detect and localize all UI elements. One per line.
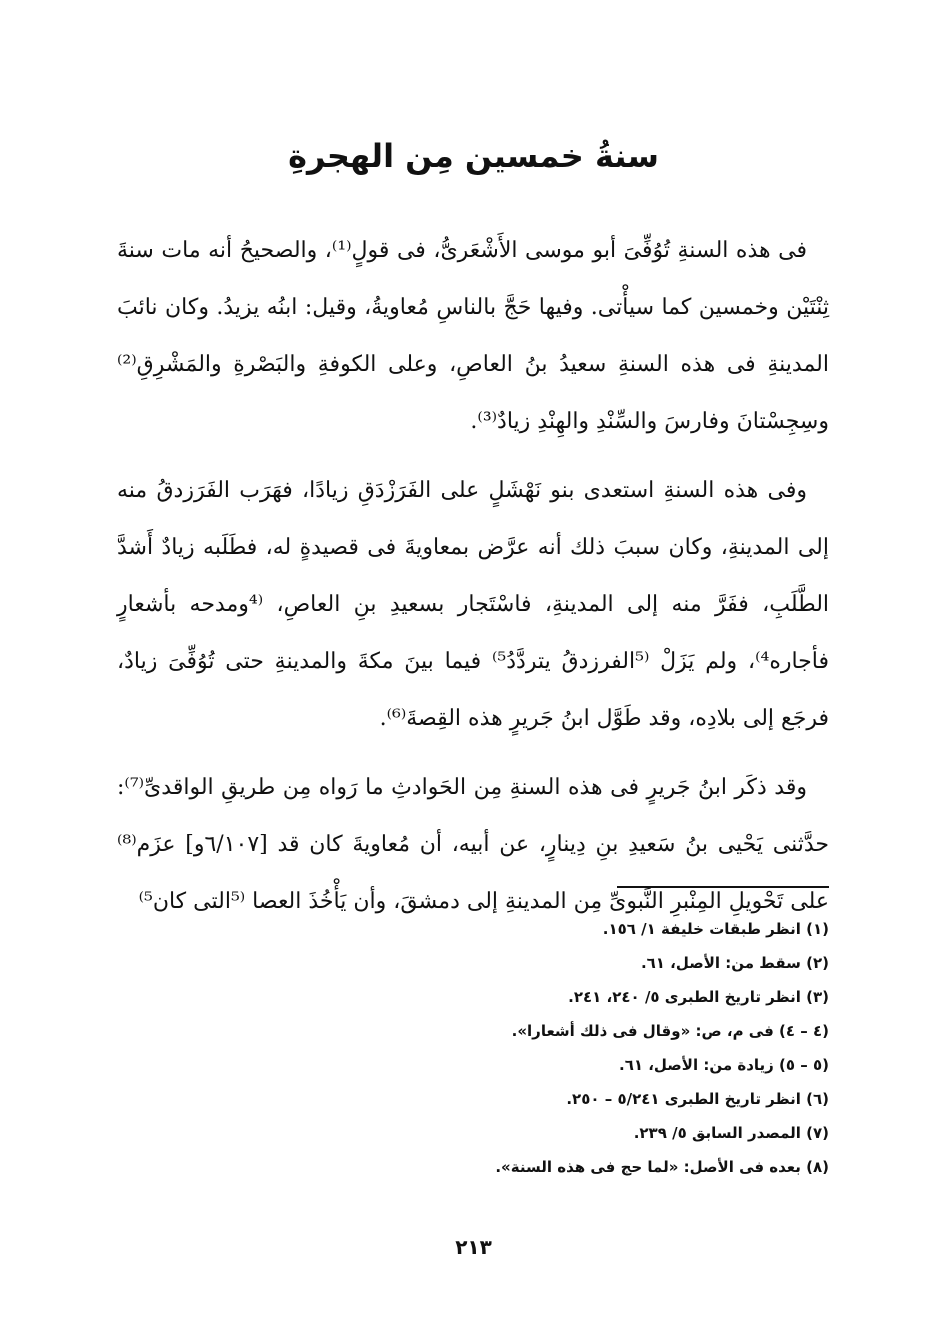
footnote-6: (٦) انظر تاريخ الطبرى ٥/٢٤١ – ٢٥٠. xyxy=(566,1090,829,1108)
footnote-1: (١) انظر طبقات خليفة ١/ ١٥٦. xyxy=(602,920,829,938)
page-number: ٢١٣ xyxy=(455,1235,492,1259)
footnote-7: (٧) المصدر السابق ٥/ ٢٣٩. xyxy=(633,1124,829,1142)
footnote-2: (٢) سقط من: الأصل، ٦١. xyxy=(640,954,829,972)
footnote-5: (٥ – ٥) زيادة من: الأصل، ٦١. xyxy=(618,1056,829,1074)
footnotes-list xyxy=(117,912,829,1184)
main-text xyxy=(117,222,829,942)
paragraph-2: وفى هذه السنةِ استعدى بنو نَهْشَلٍ على الفَرَزْدَقِ زيادًا، فهَرَب الفَرَزدقُ منه إلى المدينةِ، وكان سببَ ذلك أنه عرَّض بمعاويةَ فى قصيدةٍ له، فطَلَبه زيادٌ أَشدَّ الطَّلَبِ، ففَرَّ منه إلى المدينةِ، فاسْتَجار بسعيدِ بنِ العاصِ، ⁽⁴ومدحه بأشعارٍ فأجاره⁴⁾، ولم يَزَلْ ⁽⁵الفرزدقُ يتردَّدُ⁵⁾ فيما بينَ مكةَ والمدينةِ حتى تُوُفِّىَ زيادٌ، فرجَع إلى بلادِه، وقد طَوَّل ابنُ جَريرٍ هذه القِصةَ⁽⁶⁾. xyxy=(117,478,830,731)
chapter-title: سنةُ خمسين مِن الهجرةِ xyxy=(288,137,659,175)
paragraph-1: فى هذه السنةِ تُوُفِّىَ أبو موسى الأَشْعَرىُّ، فى قولٍ⁽¹⁾، والصحيحُ أنه مات سنةَ ثِنْتَيْن وخمسين كما سيأْتى. وفيها حَجَّ بالناسِ مُعاويةُ، وقيل: ابنُه يزيدُ. وكان نائبَ المدينةِ فى هذه السنةِ سعيدُ بنُ العاصِ، وعلى الكوفةِ والبَصْرةِ والمَشْرِقِ⁽²⁾ وسِجِسْتانَ وفارسَ والسِّنْدِ والهِنْدِ زيادٌ⁽³⁾. xyxy=(117,238,829,434)
footnote-3: (٣) انظر تاريخ الطبرى ٥/ ٢٤٠، ٢٤١. xyxy=(568,988,829,1006)
footnote-4: (٤ – ٤) فى م، ص: «وقال فى ذلك أشعارا». xyxy=(511,1022,829,1040)
footnote-8: (٨) بعده فى الأصل: «لما حج فى هذه السنة». xyxy=(495,1158,829,1176)
paragraph-3: وقد ذكَر ابنُ جَريرٍ فى هذه السنةِ مِن الحَوادثِ ما رَواه مِن طريقِ الواقدىِّ⁽⁷⁾: حدَّثنى يَحْيى بنُ سَعيدِ بنِ دِينارٍ، عن أبيه، أن مُعاويةَ كان قد [٦/١٠٧و] عزَم⁽⁸⁾ على تَحْويلِ المِنْبرِ النَّبوىِّ مِن المدينةِ إلى دمشقَ، وأن يَأْخُذَ العصا ⁽⁵التى كان⁵⁾ xyxy=(117,775,829,914)
footnote-separator xyxy=(617,886,829,888)
